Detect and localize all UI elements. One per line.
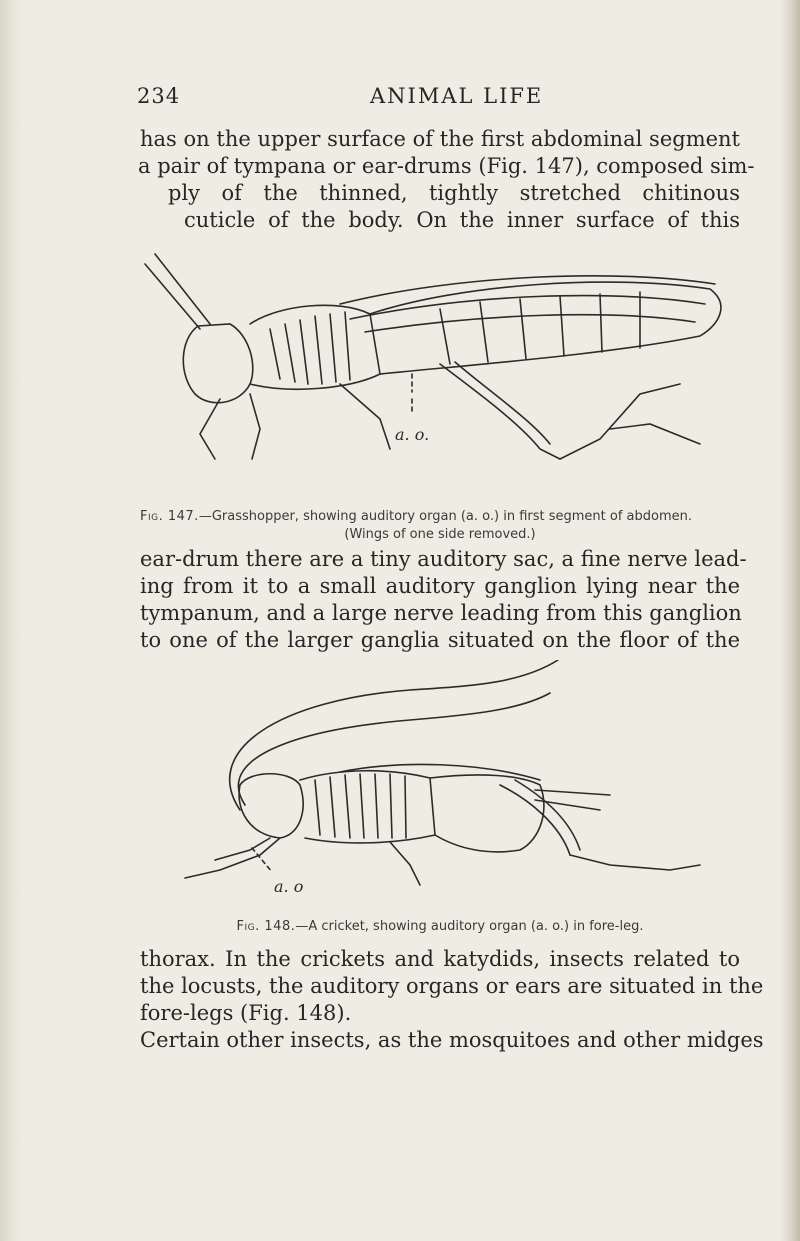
paragraph-2	[140, 546, 747, 654]
running-head	[137, 84, 737, 110]
figure-148-cricket-illustration	[140, 660, 740, 900]
text-line: ear-drum there are a tiny auditory sac, a fine nerve lead-	[140, 547, 747, 571]
figure-148-label: a. o	[274, 877, 304, 896]
text-line: has on the upper surface of the first abdominal segment	[140, 127, 740, 151]
paragraph-1	[138, 126, 755, 234]
figure-147-label: a. o.	[395, 425, 430, 444]
page-edge-right	[780, 0, 800, 1241]
figure-148-caption-text: —A cricket, showing auditory organ (a. o.) in fore-leg.	[295, 919, 644, 934]
text-line: ing from it to a small auditory ganglion lying near the	[140, 574, 740, 598]
page-number: 234	[137, 84, 181, 108]
text-line: thorax. In the crickets and katydids, insects related to	[140, 947, 740, 971]
paragraph-3	[140, 946, 764, 1054]
figure-147-caption	[140, 508, 740, 544]
text-line: to one of the larger ganglia situated on the floor of the	[140, 628, 740, 652]
text-line: Certain other insects, as the mosquitoes and other midges	[140, 1028, 764, 1052]
running-title: ANIMAL LIFE	[370, 84, 544, 108]
text-line: fore-legs (Fig. 148).	[140, 1001, 352, 1025]
text-line: the locusts, the auditory organs or ears are situated in the	[140, 974, 764, 998]
text-line: ply of the thinned, tightly stretched chitinous	[168, 181, 740, 205]
text-line: tympanum, and a large nerve leading from this ganglion	[140, 601, 742, 625]
text-line: cuticle of the body. On the inner surface of this	[184, 208, 740, 232]
figure-147-grasshopper-illustration	[140, 244, 740, 484]
page-edge-left	[0, 0, 22, 1241]
figure-148-caption	[140, 918, 740, 936]
figure-147-caption-prefix: Fig. 147.	[140, 509, 199, 524]
figure-147-caption-text: —Grasshopper, showing auditory organ (a. o.) in first segment of abdomen.	[198, 509, 693, 524]
figure-147-caption-line-2: (Wings of one side removed.)	[344, 527, 536, 542]
figure-148-caption-prefix: Fig. 148.	[236, 919, 296, 934]
text-line: a pair of tympana or ear-drums (Fig. 147), composed sim-	[138, 154, 755, 178]
